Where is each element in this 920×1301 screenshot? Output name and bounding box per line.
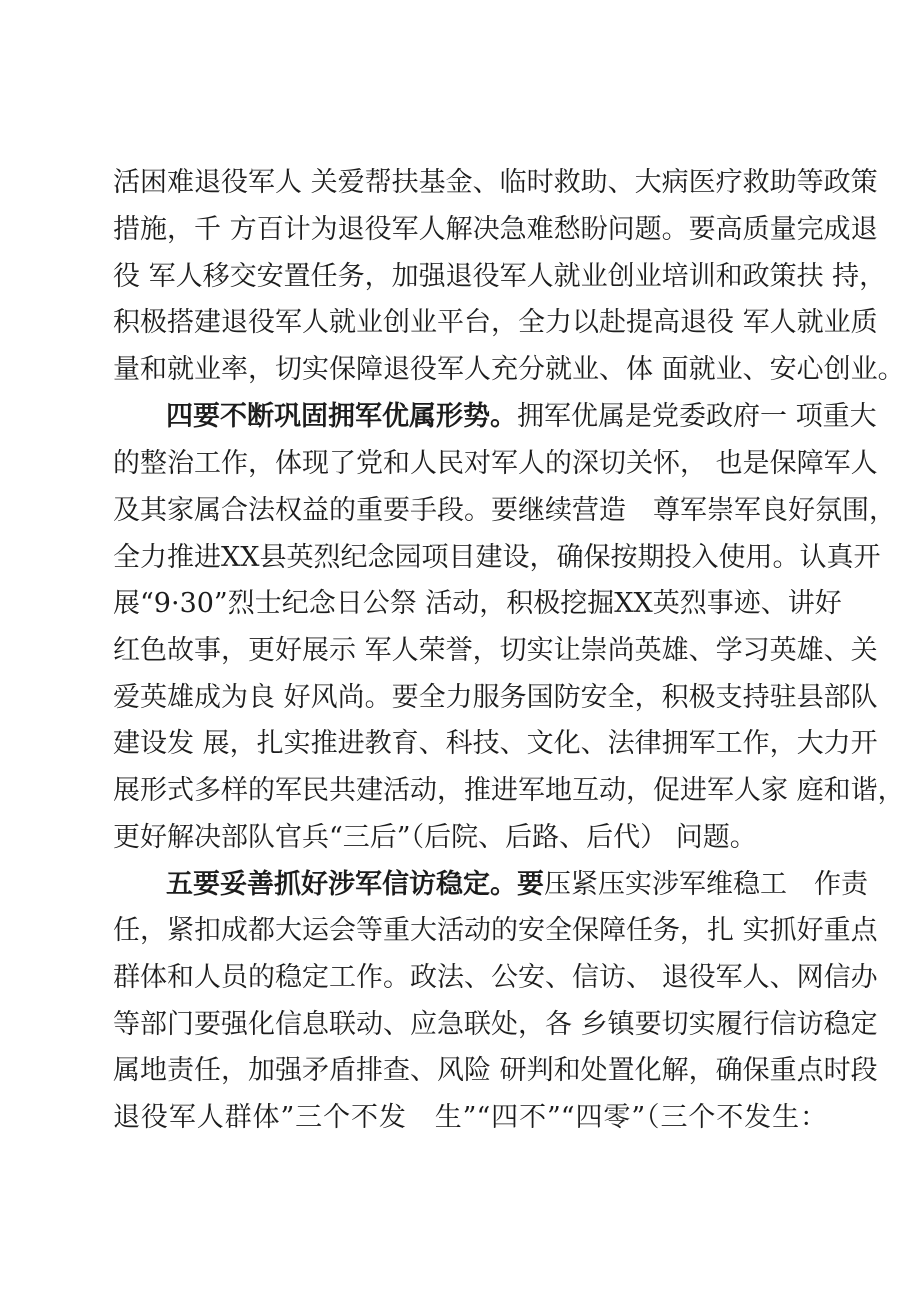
line-text: 建设发 展，扎实推进教育、科技、文化、法律拥军工作，大力开 [113,728,878,759]
text-line [113,1051,878,1091]
line-text: 属地责任，加强矛盾排查、风险 研判和处置化解，确保重点时段 [113,1055,878,1086]
line-text: 任，紧扣成都大运会等重大活动的安全保障任务，扎 实抓好重点 [113,915,878,946]
text-line [113,444,878,484]
line-text: 全力推进XX县英烈纪念园项目建设，确保按期投入使用。认真开 [113,542,881,573]
line-text: 拥军优属是党委政府一 项重大 [517,401,877,432]
line-text: 群体和人员的稳定工作。政法、公安、信访、 退役军人、网信办 [113,962,878,993]
line-text: 红色故事，更好展示 军人荣誉，切实让崇尚英雄、学习英雄、关 [113,635,878,666]
line-text: 更好解决部队官兵“三后”（后院、后路、后代） 问题。 [113,822,757,853]
line-text: 及其家属合法权益的重要手段。要继续营造 尊军崇军良好氛围， [113,495,896,526]
line-text: 措施，千 方百计为退役军人解决急难愁盼问题。要高质量完成退 [113,214,878,245]
text-line [113,350,905,390]
text-line [113,303,878,343]
section-heading: 五要妥善抓好涉军信访稳定。要 [166,869,544,900]
text-line [113,210,878,250]
text-line [113,1098,827,1138]
text-line [113,584,842,624]
line-text: 展“9·30”烈士纪念日公祭 活动，积极挖掘XX英烈事迹、讲好 [113,588,842,619]
text-line [113,818,827,858]
line-text: 爱英雄成为良 好风尚。要全力服务国防安全，积极支持驻县部队 [113,682,878,713]
text-line [113,958,878,998]
text-line [113,724,878,764]
line-text: 退役军人群体”三个不发 生”“四不”“四零”（三个不发生： [113,1102,827,1133]
text-line [113,257,887,297]
text-line [113,491,896,531]
line-text: 的整治工作，体现了党和人民对军人的深切关怀， 也是保障军人 [113,448,878,479]
text-line [113,678,878,718]
line-text: 压紧压实涉军维稳工 作责 [544,869,868,900]
text-line [113,911,878,951]
text-line [113,631,878,671]
text-line [113,1005,878,1045]
line-text: 活困难退役军人 关爱帮扶基金、临时救助、大病医疗救助等政策 [113,167,878,198]
line-text: 积极搭建退役军人就业创业平台，全力以赴提高退役 军人就业质 [113,307,878,338]
text-line [113,538,881,578]
line-text: 量和就业率，切实保障退役军人充分就业、体 面就业、安心创业。 [113,354,905,385]
text-line [113,163,878,203]
line-text: 役 军人移交安置任务，加强退役军人就业创业培训和政策扶 持， [113,261,887,292]
line-text: 展形式多样的军民共建活动，推进军地互动，促进军人家 庭和谐， [113,775,905,806]
text-line [166,397,877,437]
text-line [166,865,868,905]
section-heading: 四要不断巩固拥军优属形势。 [166,401,517,432]
line-text: 等部门要强化信息联动、应急联处，各 乡镇要切实履行信访稳定 [113,1009,878,1040]
text-line [113,771,905,811]
